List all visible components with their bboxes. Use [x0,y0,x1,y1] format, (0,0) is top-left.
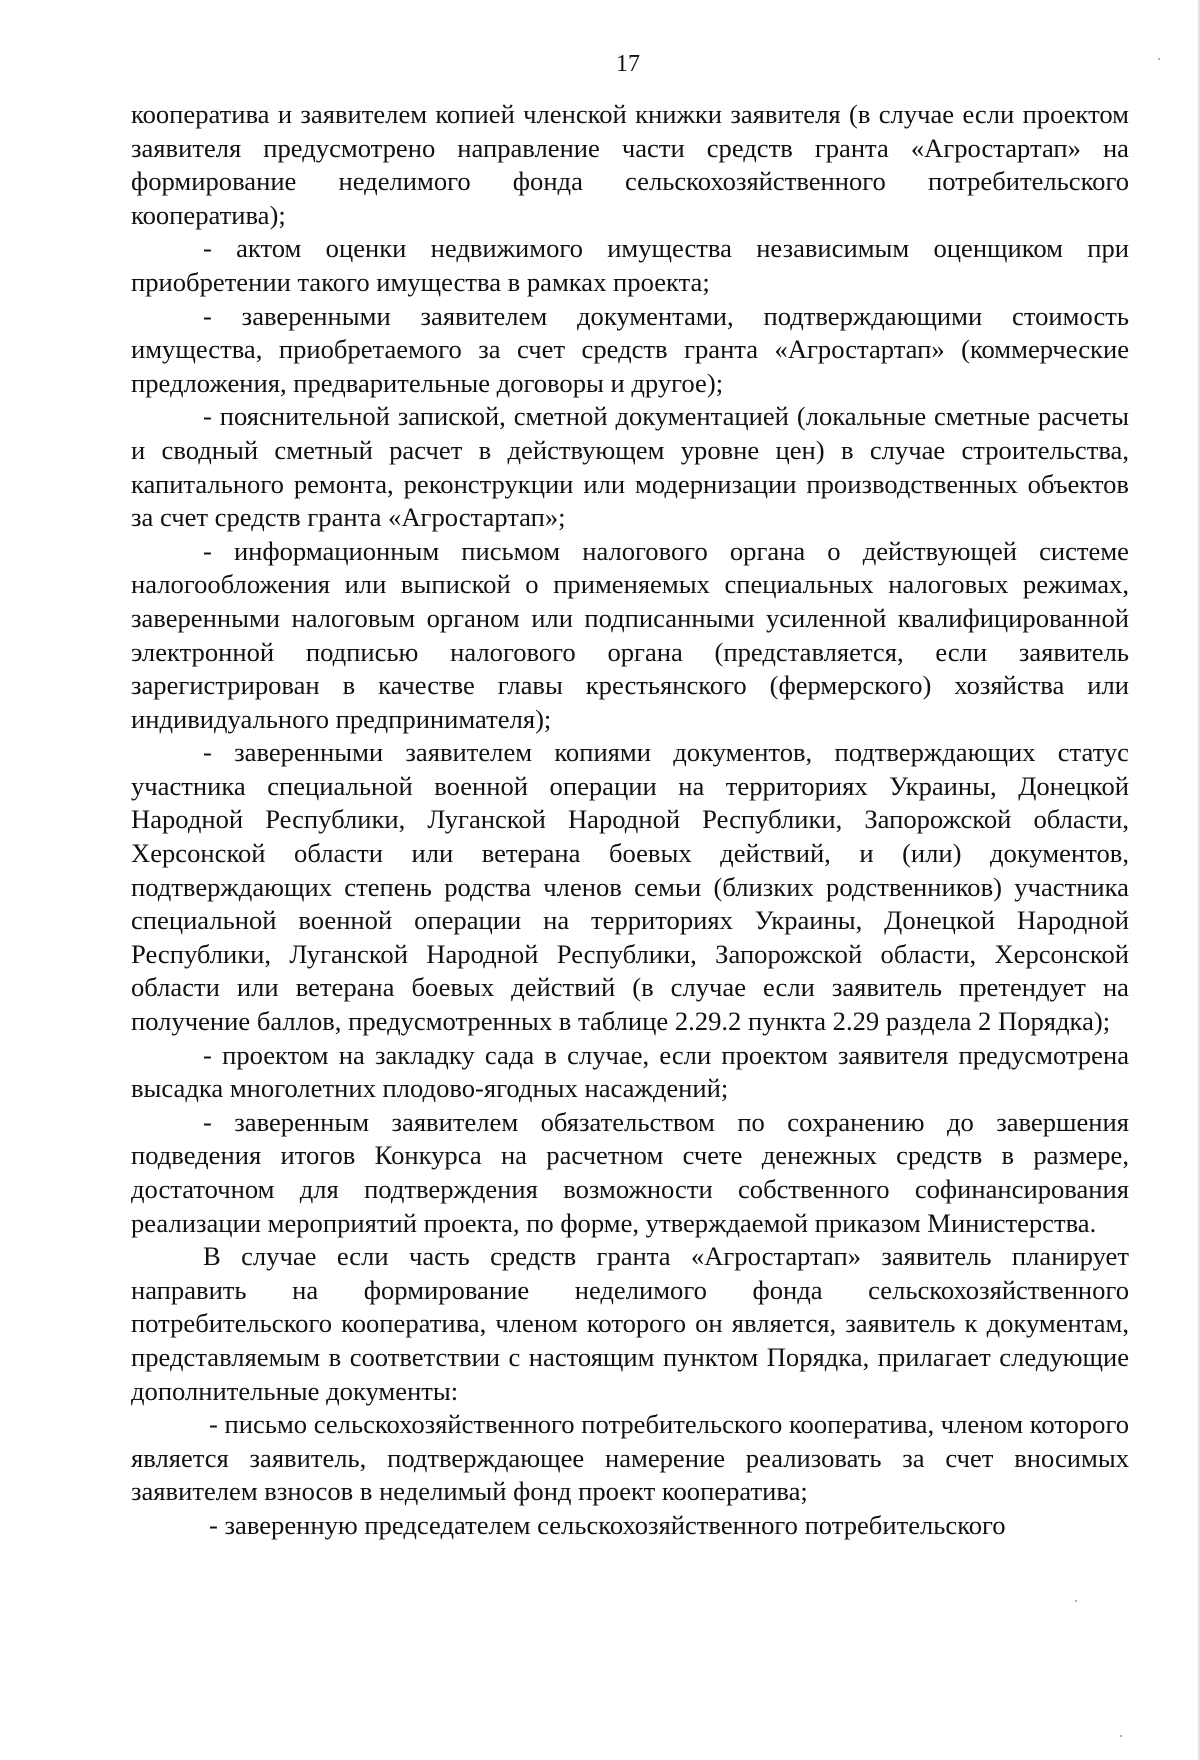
list-item-funds-obligation: - заверенным заявителем обязательством по сохранению до завершения подведения итогов Конкурса на расчетном счете денежных средств в размере, достаточном для подтверждения возможности собственного софинансирования реализации мероприятий проекта, по форме, утверждаемой приказом Министерства. [131,1106,1129,1238]
paragraph-cooperative-fund: В случае если часть средств гранта «Агростартап» заявитель планирует направить на формирование неделимого фонда сельскохозяйственного потребительского кооператива, членом которого он является, заявитель к документам, представляемым в соответствии с настоящим пунктом Порядка, прилагает следующие дополнительные документы: [131,1241,1129,1406]
list-item-orchard-project: - проектом на закладку сада в случае, если проектом заявителя предусмотрена высадка многолетних плодово-ягодных насаждений; [131,1039,1129,1104]
scan-speck [1120,1735,1122,1737]
document-body [131,98,1129,1543]
list-item-chairman-certified: - заверенную председателем сельскохозяйственного потребительского [209,1509,1006,1540]
page-number: 17 [616,51,640,77]
list-item-tax-letter: - информационным письмом налогового органа о действующей системе налогообложения или выпиской о применяемых специальных налоговых режимах, заверенными налоговым органом или подписанными усиленной квалифицированной электронной подписью налогового органа (представляется, если заявитель зарегистрирован в качестве главы крестьянского (фермерского) хозяйства или индивидуального предпринимателя); [131,535,1129,734]
list-item-explanatory-note: - пояснительной запиской, сметной документацией (локальные сметные расчеты и сводный сметный расчет в действующем уровне цен) в случае строительства, капитального ремонта, реконструкции или модернизации производственных объектов за счет средств гранта «Агростартап»; [131,401,1129,533]
list-item-property-cost-documents: - заверенными заявителем документами, подтверждающими стоимость имущества, приобретаемого за счет средств гранта «Агростартап» (коммерческие предложения, предварительные договоры и другое); [131,300,1129,398]
scan-speck [1158,58,1160,60]
list-item-svo-status-documents: - заверенными заявителем копиями документов, подтверждающих статус участника специальной военной операции на территориях Украины, Донецкой Народной Республики, Луганской Народной Республики, Запорожской области, Херсонской области или ветерана боевых действий, и (или) документов, подтверждающих степень родства членов семьи (близких родственников) участника специальной военной операции на территориях Украины, Донецкой Народной Республики, Луганской Народной Республики, Запорожской области, Херсонской области или ветерана боевых действий (в случае если заявитель претендует на получение баллов, предусмотренных в таблице 2.29.2 пункта 2.29 раздела 2 Порядка); [131,737,1129,1037]
list-item-valuation-act: - актом оценки недвижимого имущества независимым оценщиком при приобретении такого имущества в рамках проекта; [131,233,1129,297]
scan-speck [1075,1600,1077,1602]
list-item-cooperative-letter: - письмо сельскохозяйственного потребительского кооператива, членом которого является заявитель, подтверждающее намерение реализовать за счет вносимых заявителем взносов в неделимый фонд проект кооператива; [131,1409,1129,1507]
paragraph-continuation: кооператива и заявителем копией членской книжки заявителя (в случае если проектом заявителя предусмотрено направление части средств гранта «Агростартап» на формирование неделимого фонда сельскохозяйственного потребительского кооператива); [131,99,1129,230]
